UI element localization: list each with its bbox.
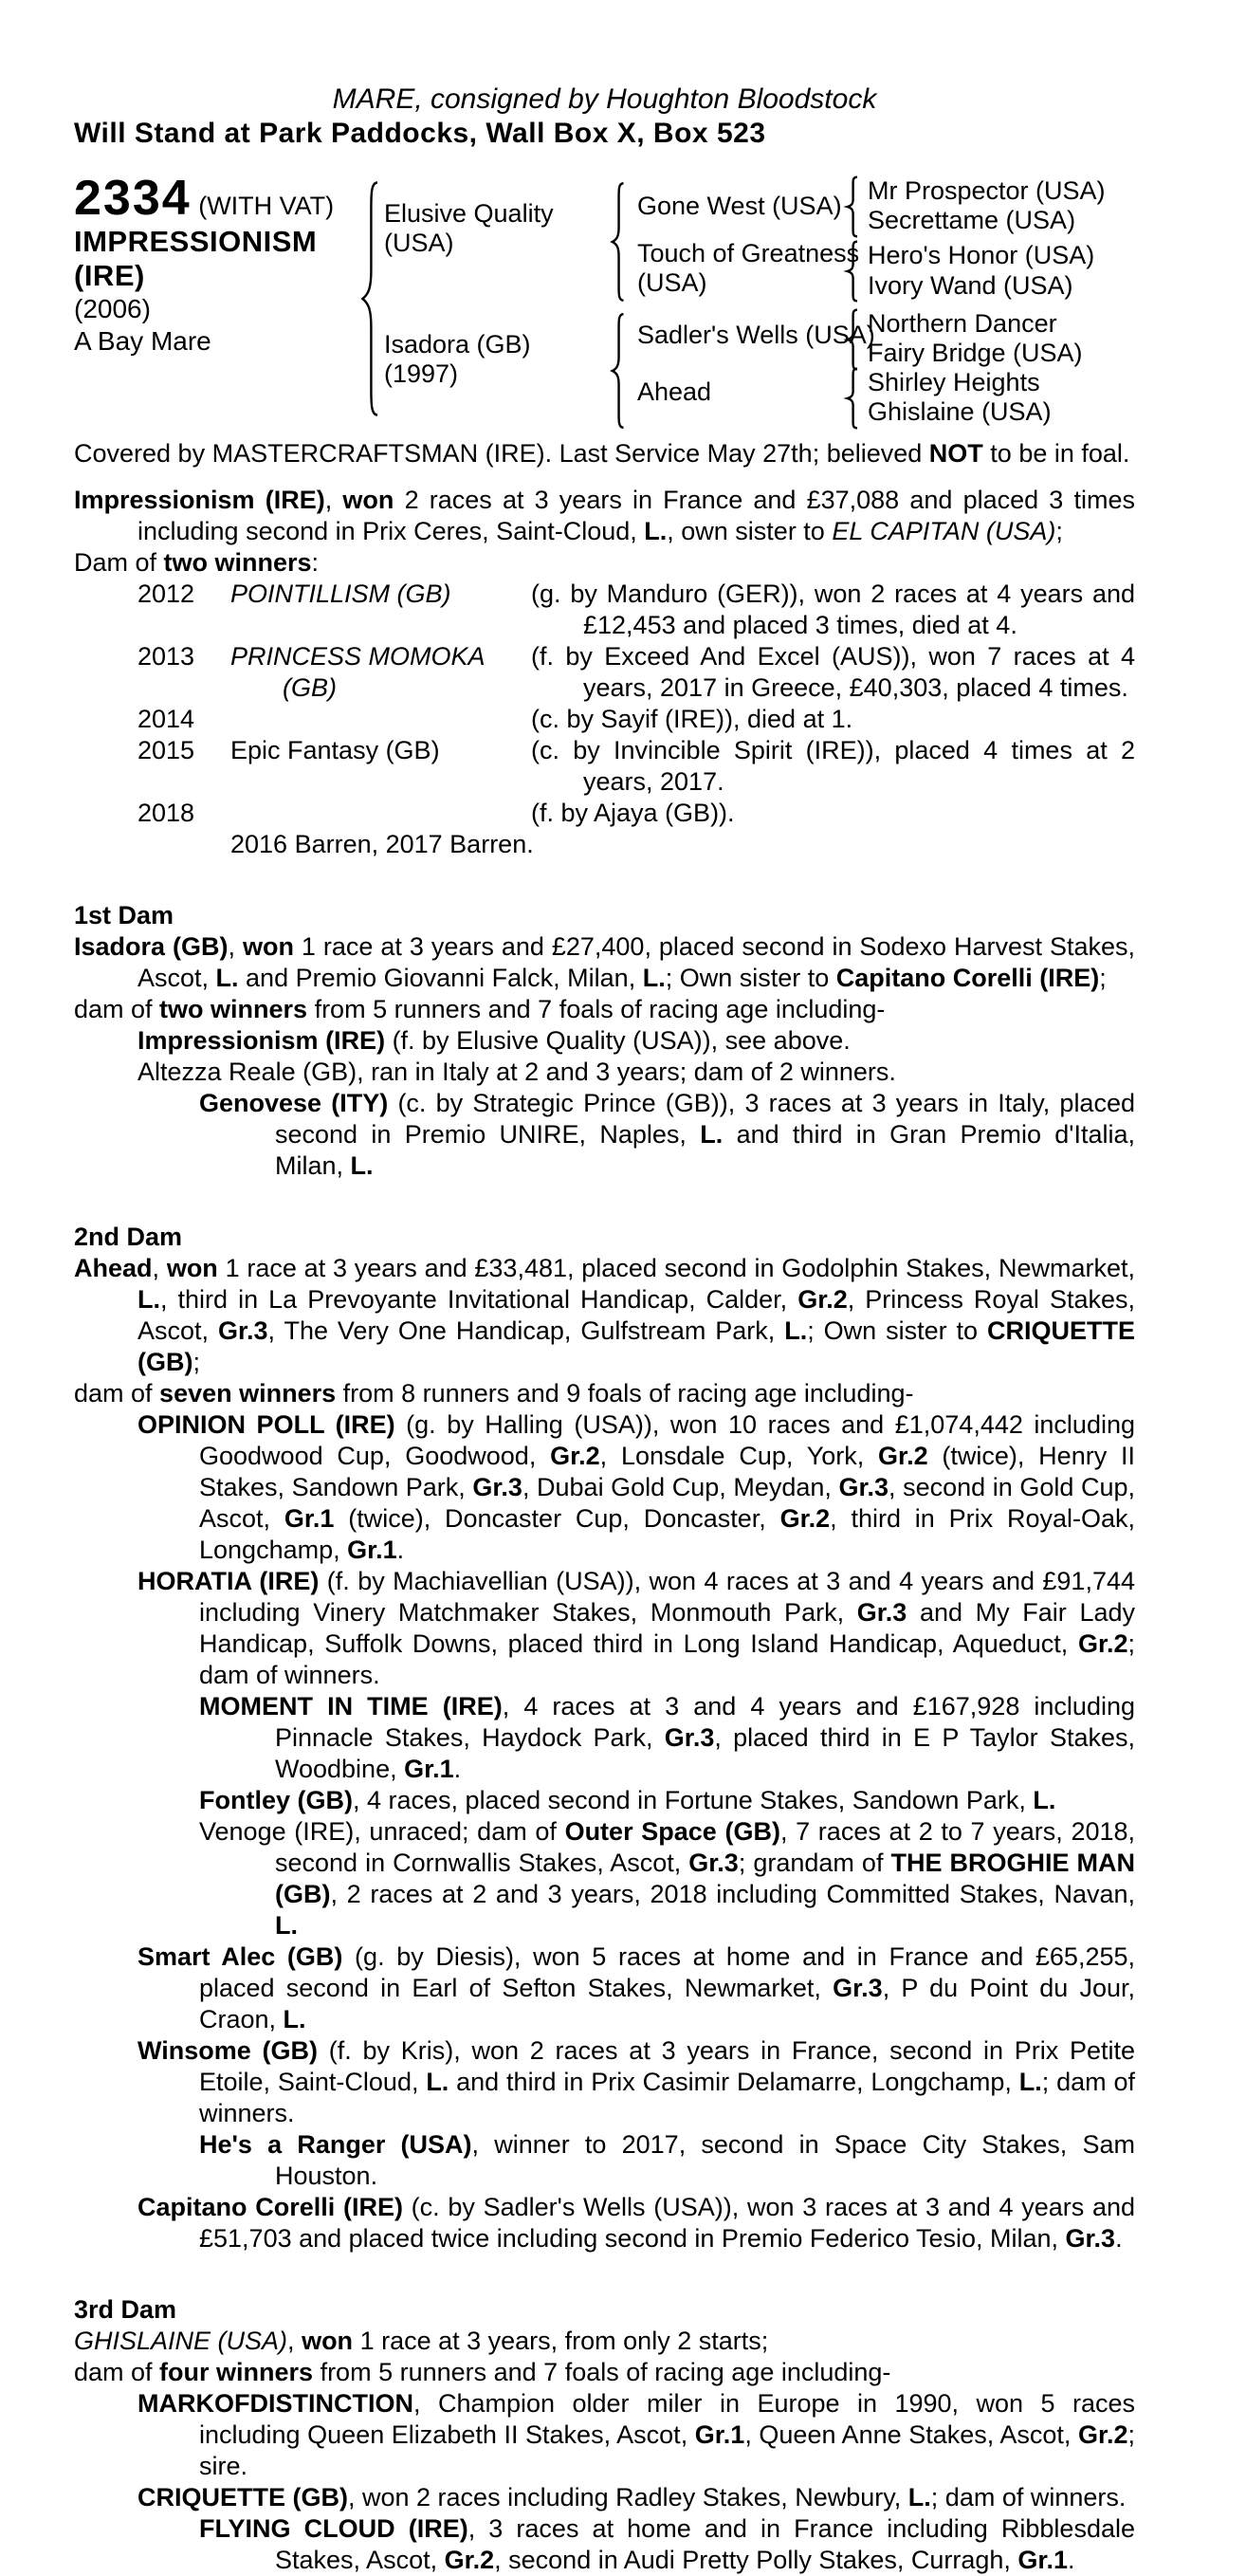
foaling-year: (2006) bbox=[74, 294, 151, 323]
pedigree-paragraph: Capitano Corelli (IRE) (c. by Sadler's Wells (USA)), won 3 races at 3 and 4 years and £51,703 and placed twice including second in Premio Federico Tesio, Milan, Gr.3. bbox=[137, 2193, 1135, 2253]
dam-sections bbox=[74, 900, 1135, 2576]
mare-race-record: Impressionism (IRE), won 2 races at 3 years in France and £37,088 and placed 3 times including second in Prix Ceres, Saint-Cloud, L., own sister to EL CAPITAN (USA); bbox=[74, 486, 1135, 545]
pedigree-paragraph: Impressionism (IRE) (f. by Elusive Quality (USA)), see above. bbox=[137, 1026, 851, 1055]
pedigree-paragraph: CRIQUETTE (GB), won 2 races including Radley Stakes, Newbury, L.; dam of winners. bbox=[137, 2483, 1127, 2512]
produce-foal-name: Epic Fantasy (GB) bbox=[230, 736, 440, 764]
produce-description: (c. by Invincible Spirit (IRE)), placed 4 times at 2 years, 2017. bbox=[531, 736, 1135, 796]
dam-section-heading: 1st Dam bbox=[74, 901, 174, 929]
horse-name-line1: IMPRESSIONISM bbox=[74, 225, 318, 258]
produce-description: (f. by Exceed And Excel (AUS)), won 7 races at 4 years, 2017 in Greece, £40,303, placed 4 times. bbox=[531, 642, 1135, 702]
produce-description: (g. by Manduro (GER)), won 2 races at 4 years and £12,453 and placed 3 times, died at 4. bbox=[531, 580, 1135, 639]
pedigree-brace-icon bbox=[611, 182, 628, 302]
produce-year: 2013 bbox=[137, 642, 195, 671]
produce-year: 2015 bbox=[137, 736, 195, 764]
pedigree-brace-icon bbox=[846, 176, 861, 237]
great-grandparent-name: Shirley Heights bbox=[868, 368, 1040, 396]
great-grandparent-name: Northern Dancer bbox=[868, 309, 1057, 338]
pedigree-brace-icon bbox=[846, 309, 861, 370]
pedigree-brace-icon bbox=[846, 241, 861, 302]
produce-description: (c. by Sayif (IRE)), died at 1. bbox=[531, 705, 853, 733]
great-grandparent-name: Ghislaine (USA) bbox=[868, 397, 1052, 426]
pedigree-paragraph: dam of four winners from 5 runners and 7 foals of racing age including- bbox=[74, 2358, 891, 2386]
lot-number: 2334 bbox=[74, 171, 192, 226]
produce-row bbox=[74, 798, 1135, 829]
produce-foal-name: PRINCESS MOMOKA (GB) bbox=[230, 642, 486, 702]
produce-rows bbox=[74, 579, 1135, 829]
produce-record bbox=[74, 485, 1135, 860]
pedigree-brace-icon bbox=[360, 180, 383, 417]
sire-dam-name: Touch of Greatness (USA) bbox=[637, 239, 860, 297]
produce-foal-name: POINTILLISM (GB) bbox=[230, 580, 451, 608]
great-grandparent-name: Hero's Honor (USA) bbox=[868, 241, 1095, 269]
dam-section-heading: 3rd Dam bbox=[74, 2295, 177, 2324]
pedigree-brace-icon bbox=[611, 313, 628, 429]
pedigree-paragraph: Isadora (GB), won 1 race at 3 years and £27,400, placed second in Sodexo Harvest Stakes, Ascot, L. and Premio Giovanni Falck, Milan, L.; Own sister to Capitano Corelli (IRE); bbox=[74, 932, 1136, 992]
sire-name: Elusive Quality (USA) bbox=[384, 199, 554, 257]
pedigree-paragraph: Altezza Reale (GB), ran in Italy at 2 and 3 years; dam of 2 winners. bbox=[137, 1058, 896, 1086]
great-grandparent-name: Ivory Wand (USA) bbox=[868, 271, 1073, 300]
pedigree-paragraph: dam of two winners from 5 runners and 7 foals of racing age including- bbox=[74, 995, 886, 1023]
pedigree-paragraph: Fontley (GB), 4 races, placed second in Fortune Stakes, Sandown Park, L. bbox=[199, 1786, 1056, 1814]
produce-year: 2012 bbox=[137, 580, 195, 608]
pedigree-paragraph: GHISLAINE (USA), won 1 race at 3 years, from only 2 starts; bbox=[74, 2327, 769, 2355]
pedigree-tree bbox=[74, 171, 1135, 426]
dam-sire-name: Sadler's Wells (USA) bbox=[637, 321, 875, 349]
pedigree-paragraph: dam of seven winners from 8 runners and 9 foals of racing age including- bbox=[74, 1379, 914, 1408]
pedigree-paragraph: Venoge (IRE), unraced; dam of Outer Space (GB), 7 races at 2 to 7 years, 2018, second in Cornwallis Stakes, Ascot, Gr.3; grandam of THE BROGHIE MAN (GB), 2 races at 2 and 3 years, 2018 including Committed Stakes, Navan, L. bbox=[199, 1817, 1136, 1940]
produce-row bbox=[74, 704, 1135, 735]
dam-section-heading: 2nd Dam bbox=[74, 1223, 183, 1251]
pedigree-paragraph: Genovese (ITY) (c. by Strategic Prince (GB)), 3 races at 3 years in Italy, placed second in Premio UNIRE, Naples, L. and third in Gran Premio d'Italia, Milan, L. bbox=[199, 1089, 1135, 1180]
produce-row bbox=[74, 641, 1135, 704]
pedigree-brace-icon bbox=[846, 368, 861, 429]
covered-line: Covered by MASTERCRAFTSMAN (IRE). Last Service May 27th; believed NOT to be in foal. bbox=[74, 439, 1130, 468]
produce-description: (f. by Ajaya (GB)). bbox=[531, 799, 735, 827]
horse-name-line2: (IRE) bbox=[74, 259, 145, 292]
produce-year: 2014 bbox=[137, 705, 195, 733]
great-grandparent-name: Mr Prospector (USA) bbox=[868, 176, 1106, 205]
consignor-line: MARE, consigned by Houghton Bloodstock bbox=[332, 83, 877, 115]
produce-footnote: 2016 Barren, 2017 Barren. bbox=[230, 830, 534, 858]
lot-block bbox=[74, 171, 363, 358]
great-grandparent-name: Fairy Bridge (USA) bbox=[868, 339, 1083, 367]
produce-row bbox=[74, 735, 1135, 798]
pedigree-paragraph: Ahead, won 1 race at 3 years and £33,481, placed second in Godolphin Stakes, Newmarket, L., third in La Prevoyante Invitational Handicap, Calder, Gr.2, Princess Royal Stakes, Ascot, Gr.3, The Very One Handicap, Gulfstream Park, L.; Own sister to CRIQUETTE (GB); bbox=[74, 1254, 1135, 1376]
stand-location-line: Will Stand at Park Paddocks, Wall Box X, Box 523 bbox=[74, 118, 766, 149]
dam-of-line: Dam of two winners: bbox=[74, 548, 320, 577]
produce-year: 2018 bbox=[137, 799, 195, 827]
pedigree-paragraph: MOMENT IN TIME (IRE), 4 races at 3 and 4 years and £167,928 including Pinnacle Stakes, Haydock Park, Gr.3, placed third in E P Taylor Stakes, Woodbine, Gr.1. bbox=[199, 1692, 1135, 1783]
sire-sire-name: Gone West (USA) bbox=[637, 192, 842, 220]
produce-row bbox=[74, 579, 1135, 641]
pedigree-paragraph: FLYING CLOUD (IRE), 3 races at home and in France including Ribblesdale Stakes, Ascot, Gr.2, second in Audi Pretty Polly Stakes, Curragh, Gr.1. bbox=[199, 2514, 1135, 2574]
pedigree-paragraph: He's a Ranger (USA), winner to 2017, second in Space City Stakes, Sam Houston. bbox=[199, 2130, 1135, 2190]
pedigree-paragraph: Smart Alec (GB) (g. by Diesis), won 5 races at home and in France and £65,255, placed second in Earl of Sefton Stakes, Newmarket, Gr.3, P du Point du Jour, Craon, L. bbox=[137, 1942, 1136, 2033]
pedigree-paragraph: MARKOFDISTINCTION, Champion older miler in Europe in 1990, won 5 races including Queen Elizabeth II Stakes, Ascot, Gr.1, Queen Anne Stakes, Ascot, Gr.2; sire. bbox=[137, 2389, 1135, 2480]
vat-note: (WITH VAT) bbox=[198, 192, 335, 220]
pedigree-paragraph: Winsome (GB) (f. by Kris), won 2 races at 3 years in France, second in Prix Petite Etoile, Saint-Cloud, L. and third in Prix Casimir Delamarre, Longchamp, L.; dam of winners. bbox=[137, 2036, 1136, 2127]
horse-colour-sex: A Bay Mare bbox=[74, 326, 211, 356]
dam-name: Isadora (GB) (1997) bbox=[384, 330, 531, 388]
great-grandparent-name: Secrettame (USA) bbox=[868, 206, 1076, 234]
pedigree-paragraph: OPINION POLL (IRE) (g. by Halling (USA)), won 10 races and £1,074,442 including Goodwood Cup, Goodwood, Gr.2, Lonsdale Cup, York, Gr.2 (twice), Henry II Stakes, Sandown Park, Gr.3, Dubai Gold Cup, Meydan, Gr.3, second in Gold Cup, Ascot, Gr.1 (twice), Doncaster Cup, Doncaster, Gr.2, third in Prix Royal-Oak, Longchamp, Gr.1. bbox=[137, 1410, 1136, 1564]
pedigree-paragraph: HORATIA (IRE) (f. by Machiavellian (USA)), won 4 races at 3 and 4 years and £91,744 including Vinery Matchmaker Stakes, Monmouth Park, Gr.3 and My Fair Lady Handicap, Suffolk Downs, placed third in Long Island Handicap, Aqueduct, Gr.2; dam of winners. bbox=[137, 1567, 1135, 1689]
dam-dam-name: Ahead bbox=[637, 377, 712, 406]
